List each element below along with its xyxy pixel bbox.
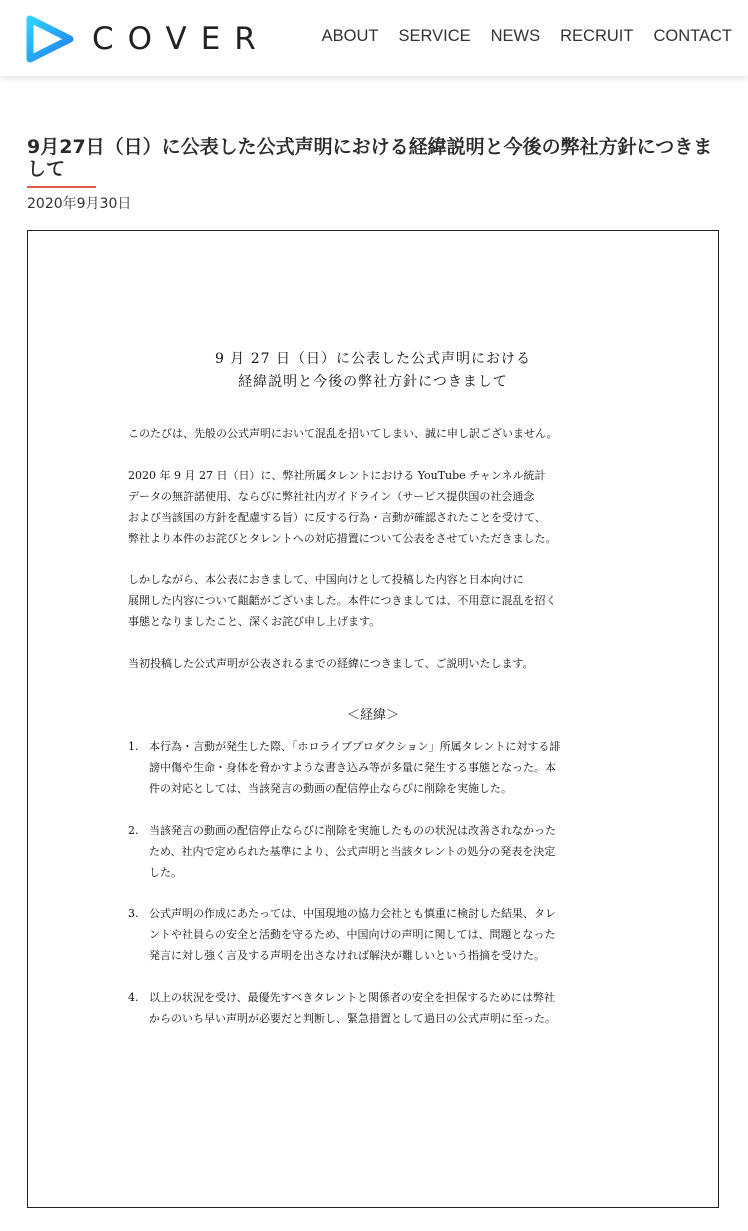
article-title: 9月27日（日）に公表した公式声明における経緯説明と今後の弊社方針につきまして (27, 136, 713, 180)
paragraph-line: しかしながら、本公表におきまして、中国向けとして投稿した内容と日本向けに (128, 573, 524, 586)
paragraph (128, 465, 618, 549)
list-item-line: からのいち早い声明が必要だと判断し、緊急措置として過日の公式声明に至った。 (149, 1012, 556, 1025)
paragraph-line: 弊社より本件のお詫びとタレントへの対応措置について公表をさせていただきました。 (128, 532, 557, 545)
paragraph (128, 653, 618, 674)
article-date: 2020年9月30日 (27, 196, 132, 212)
list-item (128, 820, 618, 883)
logo-text: COVER (92, 21, 270, 57)
list-item-text (149, 903, 618, 966)
site-logo[interactable] (24, 14, 270, 64)
statement-document-image (27, 230, 719, 1208)
list-item-line: ため、社内で定められた基準により、公式声明と当該タレントの処分の発表を決定 (149, 845, 556, 858)
list-item-line: 謗中傷や生命・身体を脅かすような書き込み等が多量に発生する事態となった。本 (149, 761, 556, 774)
nav-news[interactable]: NEWS (490, 27, 541, 45)
list-item-line: 当該発言の動画の配信停止ならびに削除を実施したものの状況は改善されなかった (149, 824, 556, 837)
paragraph-line: 事態となりましたこと、深くお詫び申し上げます。 (128, 615, 381, 628)
play-triangle-logo-icon (24, 14, 76, 64)
nav-service[interactable]: SERVICE (398, 27, 471, 45)
list-item-number: 2. (128, 824, 139, 837)
paragraph (128, 423, 618, 444)
main-nav (302, 27, 732, 46)
paragraph-line: および当該国の方針を配慮する旨）に反する行為・言動が確認されたことを受けて、 (128, 511, 546, 524)
list-item (128, 903, 618, 966)
document-title-line: 経緯説明と今後の弊社方針につきまして (238, 374, 508, 390)
list-item-line: ントや社員らの安全と活動を守るため、中国向けの声明に関しては、問題となった (149, 928, 556, 941)
list-item-line: 以上の状況を受け、最優先すべきタレントと関係者の安全を担保するためには弊社 (149, 991, 556, 1004)
list-item (128, 736, 618, 799)
list-item-line: 件の対応としては、当該発言の動画の配信停止ならびに削除を実施した。 (149, 782, 512, 795)
paragraph-line: データの無許諾使用、ならびに弊社社内ガイドライン（サービス提供国の社会通念 (128, 490, 535, 503)
list-item-number: 3. (128, 907, 139, 920)
list-item-line: 発言に対し強く言及する声明を出さなければ解決が難しいという指摘を受けた。 (149, 949, 545, 962)
list-item (128, 987, 618, 1029)
list-item-line: した。 (149, 866, 182, 879)
nav-contact[interactable]: CONTACT (653, 27, 732, 45)
nav-about[interactable]: ABOUT (321, 27, 379, 45)
list-item-text (149, 987, 618, 1029)
section-heading: ＜経緯＞ (346, 708, 399, 723)
list-item-line: 本行為・言動が発生した際、「ホロライブプロダクション」所属タレントに対する誹 (149, 740, 561, 753)
title-underline (27, 186, 96, 188)
paragraph-line: 2020 年 9 月 27 日（日）に、弊社所属タレントにおける YouTube チャンネル統計 (128, 469, 546, 482)
paragraph-line: 展開した内容について齟齬がございました。本件につきましては、不用意に混乱を招く (128, 594, 557, 607)
list-item-number: 4. (128, 991, 139, 1004)
list-item-text (149, 736, 618, 799)
list-item-number: 1. (128, 740, 139, 753)
paragraph (128, 569, 618, 632)
list-item-text (149, 820, 618, 883)
paragraph-line: このたびは、先般の公式声明において混乱を招いてしまい、誠に申し訳ございません。 (128, 427, 558, 440)
document-title-line: 9 月 27 日（日）に公表した公式声明における (214, 351, 532, 367)
document-title (28, 348, 718, 394)
nav-recruit[interactable]: RECRUIT (560, 27, 634, 45)
paragraph-line: 当初投稿した公式声明が公表されるまでの経緯につきまして、ご説明いたします。 (128, 657, 534, 670)
list-item-line: 公式声明の作成にあたっては、中国現地の協力会社とも慎重に検討した結果、タレ (149, 907, 556, 920)
site-header (0, 0, 748, 76)
